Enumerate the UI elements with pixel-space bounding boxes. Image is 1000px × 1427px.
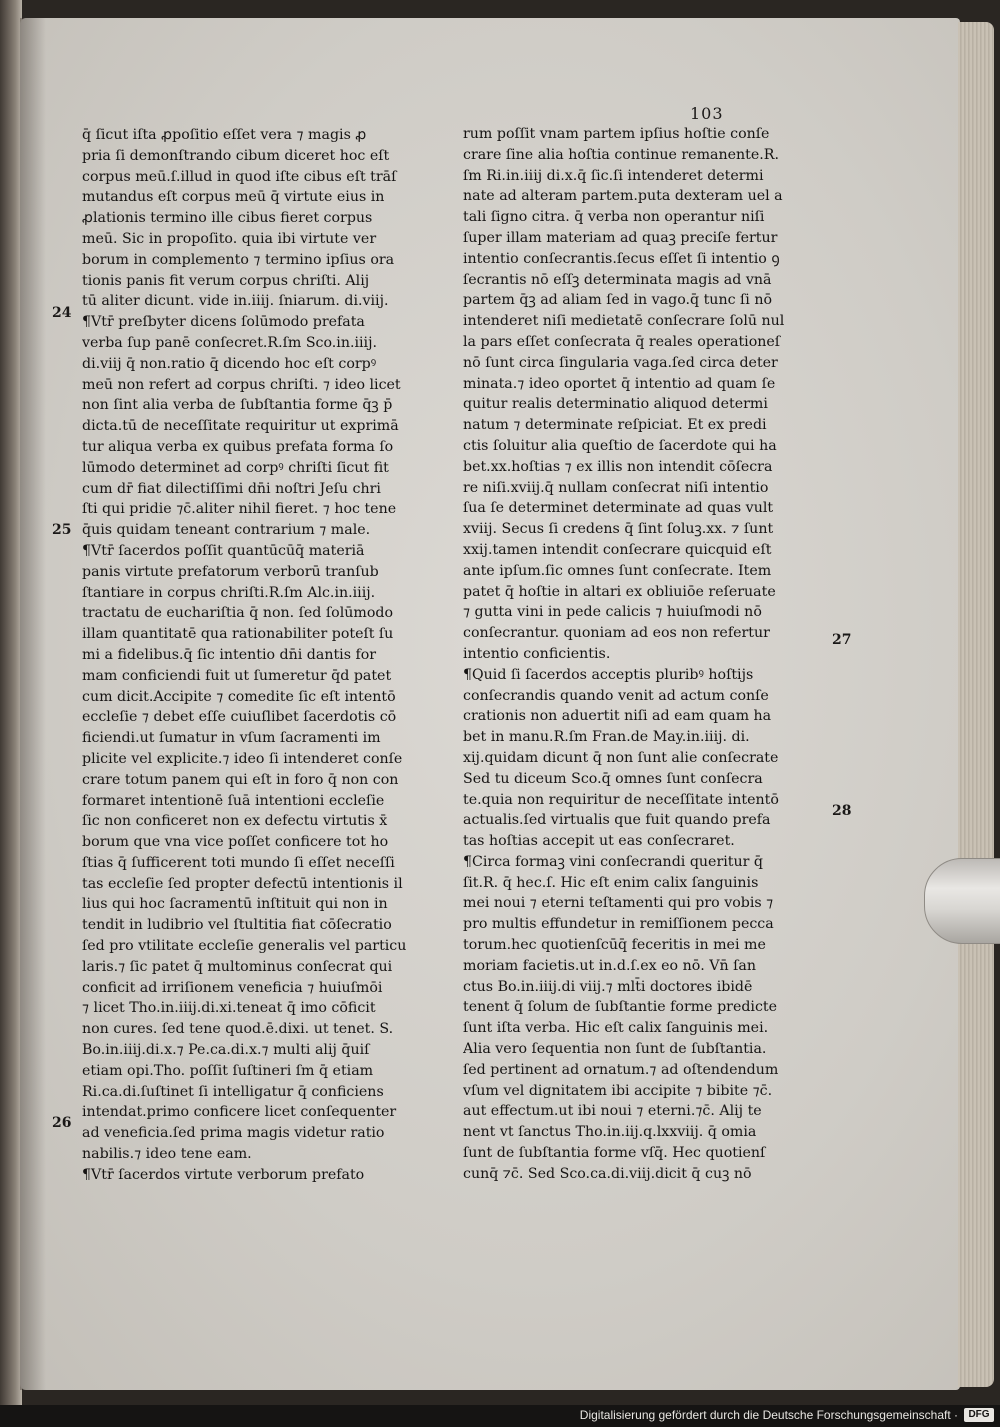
text-line: lūmodo determinet ad corpꝰ chriſti ſicut fit [82, 459, 389, 476]
text-line: verba ſup panē conſecret.R.ſm Sco.in.iiij. [82, 334, 377, 351]
text-line: cum dr̄ fiat dilectiſſimi dn̄i noſtri Jeſu chri [82, 480, 381, 497]
page-gutter-shadow [20, 18, 46, 1390]
text-line: pria ſi demonſtrando cibum diceret hoc eſt [82, 147, 390, 164]
text-line: nate ad alteram partem.puta dexteram uel a [463, 188, 783, 205]
page-fore-edge [958, 22, 994, 1387]
text-line: tenent q̄ ſolum de ſubſtantie forme predicte [463, 999, 778, 1016]
text-line: panis virtute prefatorum verborū tranſub [82, 563, 379, 580]
text-line: Alia vero ſequentia non ſunt de ſubſtantia. [463, 1041, 767, 1058]
text-line: nent vt ſanctus Tho.in.iij.q.lxxviij. q̄ omia [463, 1124, 757, 1141]
text-line: etiam opi.Tho. poſſit ſuſtineri ſm q̄ etiam [82, 1062, 374, 1079]
text-line: non ſint alia verba de ſubſtantia forme q̄ꝫ p̄ [82, 397, 393, 414]
text-line: ⁊ gutta vini in pede calicis ⁊ huiuſmodi nō [463, 604, 762, 621]
text-line: plicite vel explicite.⁊ ideo ſi intenderet conſe [82, 750, 403, 767]
text-line: tractatu de euchariſtia q̄ non. ſed ſolūmodo [82, 605, 393, 622]
text-line: pro multis effundetur in remiſſionem pecca [463, 916, 774, 933]
text-line: rum poſſit vnam partem ipſius hoſtie conſe [463, 126, 770, 142]
text-line: ¶Circa formaꝫ vini conſecrandi queritur q̄ [463, 853, 763, 870]
text-line: quitur realis determinatio aliquod determi [463, 396, 768, 413]
text-line: re niſi.xviij.q̄ nullam conſecrat niſi intentio [463, 479, 769, 496]
text-line: ctus Bo.in.iiij.di viij.⁊ mlt̄i doctores ibidē [463, 978, 753, 995]
text-line: mi a fidelibus.q̄ ſic intentio dn̄i dantis for [82, 646, 377, 663]
text-line: cunq̄ ⁊c̄. Sed Sco.ca.di.viij.dicit q̄ cuꝫ nō [463, 1165, 752, 1182]
text-line: conſecrantur. quoniam ad eos non refertur [463, 625, 770, 642]
text-line: ad veneficia.ſed prima magis videtur ratio [82, 1125, 385, 1142]
text-line: intenderet niſi medietatē conſecrare ſolū nul [463, 313, 785, 330]
text-line: vſum vel dignitatem ibi accipite ⁊ bibite ⁊c̄. [463, 1082, 773, 1099]
text-line: tū aliter dicunt. vide in.iiij. ſniarum. di.viij. [82, 293, 389, 310]
text-line: ſunt de ſubſtantia forme vſq̄. Hec quotienſ [463, 1145, 766, 1162]
text-line: ſua ſe determinet determinate ad quas vult [463, 500, 774, 517]
text-line: cum dicit.Accipite ⁊ comedite ſic eſt intentō [82, 688, 396, 705]
text-line: ¶Vtr̄ ſacerdos poſſit quantūcūq̄ materiā [82, 542, 365, 559]
text-line: meū. Sic in propoſito. quia ibi virtute ver [82, 230, 377, 247]
text-line: mutandus eſt corpus meū q̄ virtute eius in [82, 189, 385, 206]
margin-number-24: 24 [52, 305, 72, 321]
text-line: ficiendi.ut ſumatur in vſum ſacramenti im [82, 730, 381, 747]
text-line: ¶Vtr̄ ſacerdos virtute verborum prefato [82, 1166, 365, 1183]
text-line: intentio conficientis. [463, 645, 611, 662]
text-line: minata.⁊ ideo oportet q̄ intentio ad quam ſe [463, 375, 776, 392]
margin-number-26: 26 [52, 1115, 72, 1131]
text-line: torum.hec quotienſcūq̄ feceritis in mei me [463, 937, 766, 954]
page-clip [924, 858, 1000, 944]
text-line: ſecrantis nō eſſꝫ determinata magis ad vnā [463, 271, 772, 288]
text-line: borum que vna vice poſſet conficere tot ho [82, 834, 389, 851]
text-line: Ri.ca.di.ſuſtinet ſi intelligatur q̄ conficiens [82, 1083, 384, 1100]
left-text-column [82, 125, 452, 1186]
text-line: ſuper illam materiam ad quaꝫ preciſe fertur [463, 229, 778, 246]
text-line: corpus meū.ſ.illud in quod iſte cibus eſt trāſ [82, 168, 397, 185]
text-line: nō ſunt circa ſingularia vaga.ſed circa deter [463, 354, 778, 371]
text-line: xij.quidam dicunt q̄ non ſunt alie conſecrate [463, 749, 779, 766]
text-line: ſed pertinent ad ornatum.⁊ ad oſtendendum [463, 1061, 779, 1078]
text-line: conſecrandis quando venit ad actum conſe [463, 687, 769, 704]
text-line: actualis.ſed virtualis que fuit quando prefa [463, 812, 771, 829]
text-line: la pars eſſet conſecrata q̄ reales operationeſ [463, 333, 781, 350]
text-line: mam conficiendi fuit ut ſumeretur q̄d patet [82, 667, 392, 684]
text-line: ſit.R. q̄ hec.ſ. Hic eſt enim calix ſanguinis [463, 874, 759, 891]
text-line: natum ⁊ determinate reſpiciat. Et ex predi [463, 417, 767, 434]
text-line: ſic non conficeret non ex defectu virtutis x̄ [82, 813, 388, 830]
text-line: intentio conſecrantis.ſecus eſſet ſi intentio ꝯ [463, 250, 780, 267]
text-line: xxij.tamen intendit conſecrare quicquid eſt [463, 541, 772, 558]
text-line: ſed pro vtilitate eccleſie generalis vel particu [82, 938, 407, 955]
margin-number-27: 27 [832, 632, 852, 648]
right-text-column [463, 124, 833, 1185]
text-line: q̄uis quidam teneant contrarium ⁊ male. [82, 522, 371, 539]
text-line: non cures. ſed tene quod.ē.dixi. ut tenet. S. [82, 1021, 394, 1038]
text-line: aut effectum.ut ibi noui ⁊ eterni.⁊c̄. Alij te [463, 1103, 762, 1120]
text-line: nabilis.⁊ ideo tene eam. [82, 1146, 252, 1163]
dfg-logo: DFG [964, 1408, 994, 1422]
text-line: tur aliqua verba ex quibus prefata forma ſo [82, 438, 394, 455]
text-line: crationis non aduertit niſi ad eam quam ha [463, 708, 772, 725]
text-line: bet in manu.R.ſm Fran.de May.in.iiij. di. [463, 729, 750, 746]
text-line: q̄ ſicut iſta ꝓpoſitio eſſet vera ⁊ magis ꝓ [82, 127, 367, 143]
text-line: ante ipſum.ſic omnes ſunt conſecrate. Item [463, 562, 772, 579]
text-line: partem q̄ꝫ ad aliam ſed in vago.q̄ tunc ſi nō [463, 292, 773, 309]
text-line: dicta.tū de neceſſitate requiritur ut exprimā [82, 418, 399, 435]
text-line: tas eccleſie ſed propter defectū intentionis il [82, 875, 403, 892]
text-line: ſtias q̄ ſufficerent toti mundo ſi eſſet neceſſi [82, 854, 395, 871]
text-line: ¶Quid ſi ſacerdos acceptis pluribꝰ hoſtijs [463, 666, 754, 683]
text-line: tionis panis fit verum corpus chriſti. Alij [82, 272, 370, 289]
text-line: borum in complemento ⁊ termino ipſius ora [82, 251, 395, 268]
text-line: moriam facietis.ut in.d.ſ.ex eo nō. Vn̄ ſan [463, 957, 757, 974]
text-line: ſunt iſta verba. Hic eſt calix ſanguinis mei. [463, 1020, 769, 1037]
left-page-edge [0, 0, 22, 1405]
text-line: crare ſine alia hoſtia continue remanente.R. [463, 146, 779, 163]
text-line: lius qui hoc ſacramentū inſtituit qui non in [82, 896, 388, 913]
margin-number-28: 28 [832, 803, 852, 819]
text-line: patet q̄ hoſtie in altari ex obliuiōe reſeruate [463, 583, 776, 600]
text-line: Sed tu diceum Sco.q̄ omnes ſunt conſecra [463, 770, 763, 787]
footer-credit: Digitalisierung gefördert durch die Deutsche Forschungsgemeinschaft · [579, 1408, 958, 1422]
text-line: ſti qui pridie ⁊c̄.aliter nihil fieret. ⁊ hoc tene [82, 501, 397, 518]
text-line: crare totum panem qui eſt in foro q̄ non con [82, 771, 399, 788]
margin-number-25: 25 [52, 522, 72, 538]
text-line: formaret intentionē ſuā intentioni eccleſie [82, 792, 385, 809]
text-line: ſm Ri.in.iiij di.x.q̄ ſic.ſi intenderet determi [463, 167, 764, 184]
text-line: intendat.primo conficere licet conſequenter [82, 1104, 397, 1121]
text-line: ꝓlationis termino ille cibus fieret corpus [82, 210, 373, 227]
text-line: Bo.in.iiij.di.x.⁊ Pe.ca.di.x.⁊ multi alij q̄uiſ [82, 1042, 370, 1059]
text-line: di.viij q̄ non.ratio q̄ dicendo hoc eſt corpꝰ [82, 355, 377, 372]
text-line: te.quia non requiritur de neceſſitate intentō [463, 791, 779, 808]
text-line: ctis ſoluitur alia queſtio de ſacerdote qui ha [463, 437, 777, 454]
text-line: ſtantiare in corpus chriſti.R.ſm Alc.in.iiij. [82, 584, 376, 601]
text-line: tali ſigno citra. q̄ verba non operantur niſi [463, 209, 765, 226]
text-line: tendit in ludibrio vel ſtultitia fiat cōſecratio [82, 917, 392, 934]
text-line: illam quantitatē qua rationabiliter poteſt ſu [82, 626, 394, 643]
text-line: mei noui ⁊ eterni teſtamenti qui pro vobis ⁊ [463, 895, 774, 912]
text-line: bet.xx.hoſtias ⁊ ex illis non intendit cōſecra [463, 458, 773, 475]
folio-number: 103 [690, 104, 724, 123]
text-line: laris.⁊ ſic patet q̄ multominus conſecrat qui [82, 958, 393, 975]
text-line: meū non refert ad corpus chriſti. ⁊ ideo licet [82, 376, 401, 393]
text-line: conficit ad irriſionem veneficia ⁊ huiuſmōi [82, 979, 383, 996]
text-line: tas hoſtias accepit ut eas conſecraret. [463, 833, 735, 850]
text-line: xviij. Secus ſi credens q̄ ſint ſoluꝫ.xx. ⁊ ſunt [463, 521, 774, 538]
text-line: ¶Vtr̄ preſbyter dicens ſolūmodo prefata [82, 314, 365, 331]
text-line: eccleſie ⁊ debet eſſe cuiuſlibet ſacerdotis cō [82, 709, 397, 726]
text-line: ⁊ licet Tho.in.iiij.di.xi.teneat q̄ imo cōficit [82, 1000, 376, 1017]
